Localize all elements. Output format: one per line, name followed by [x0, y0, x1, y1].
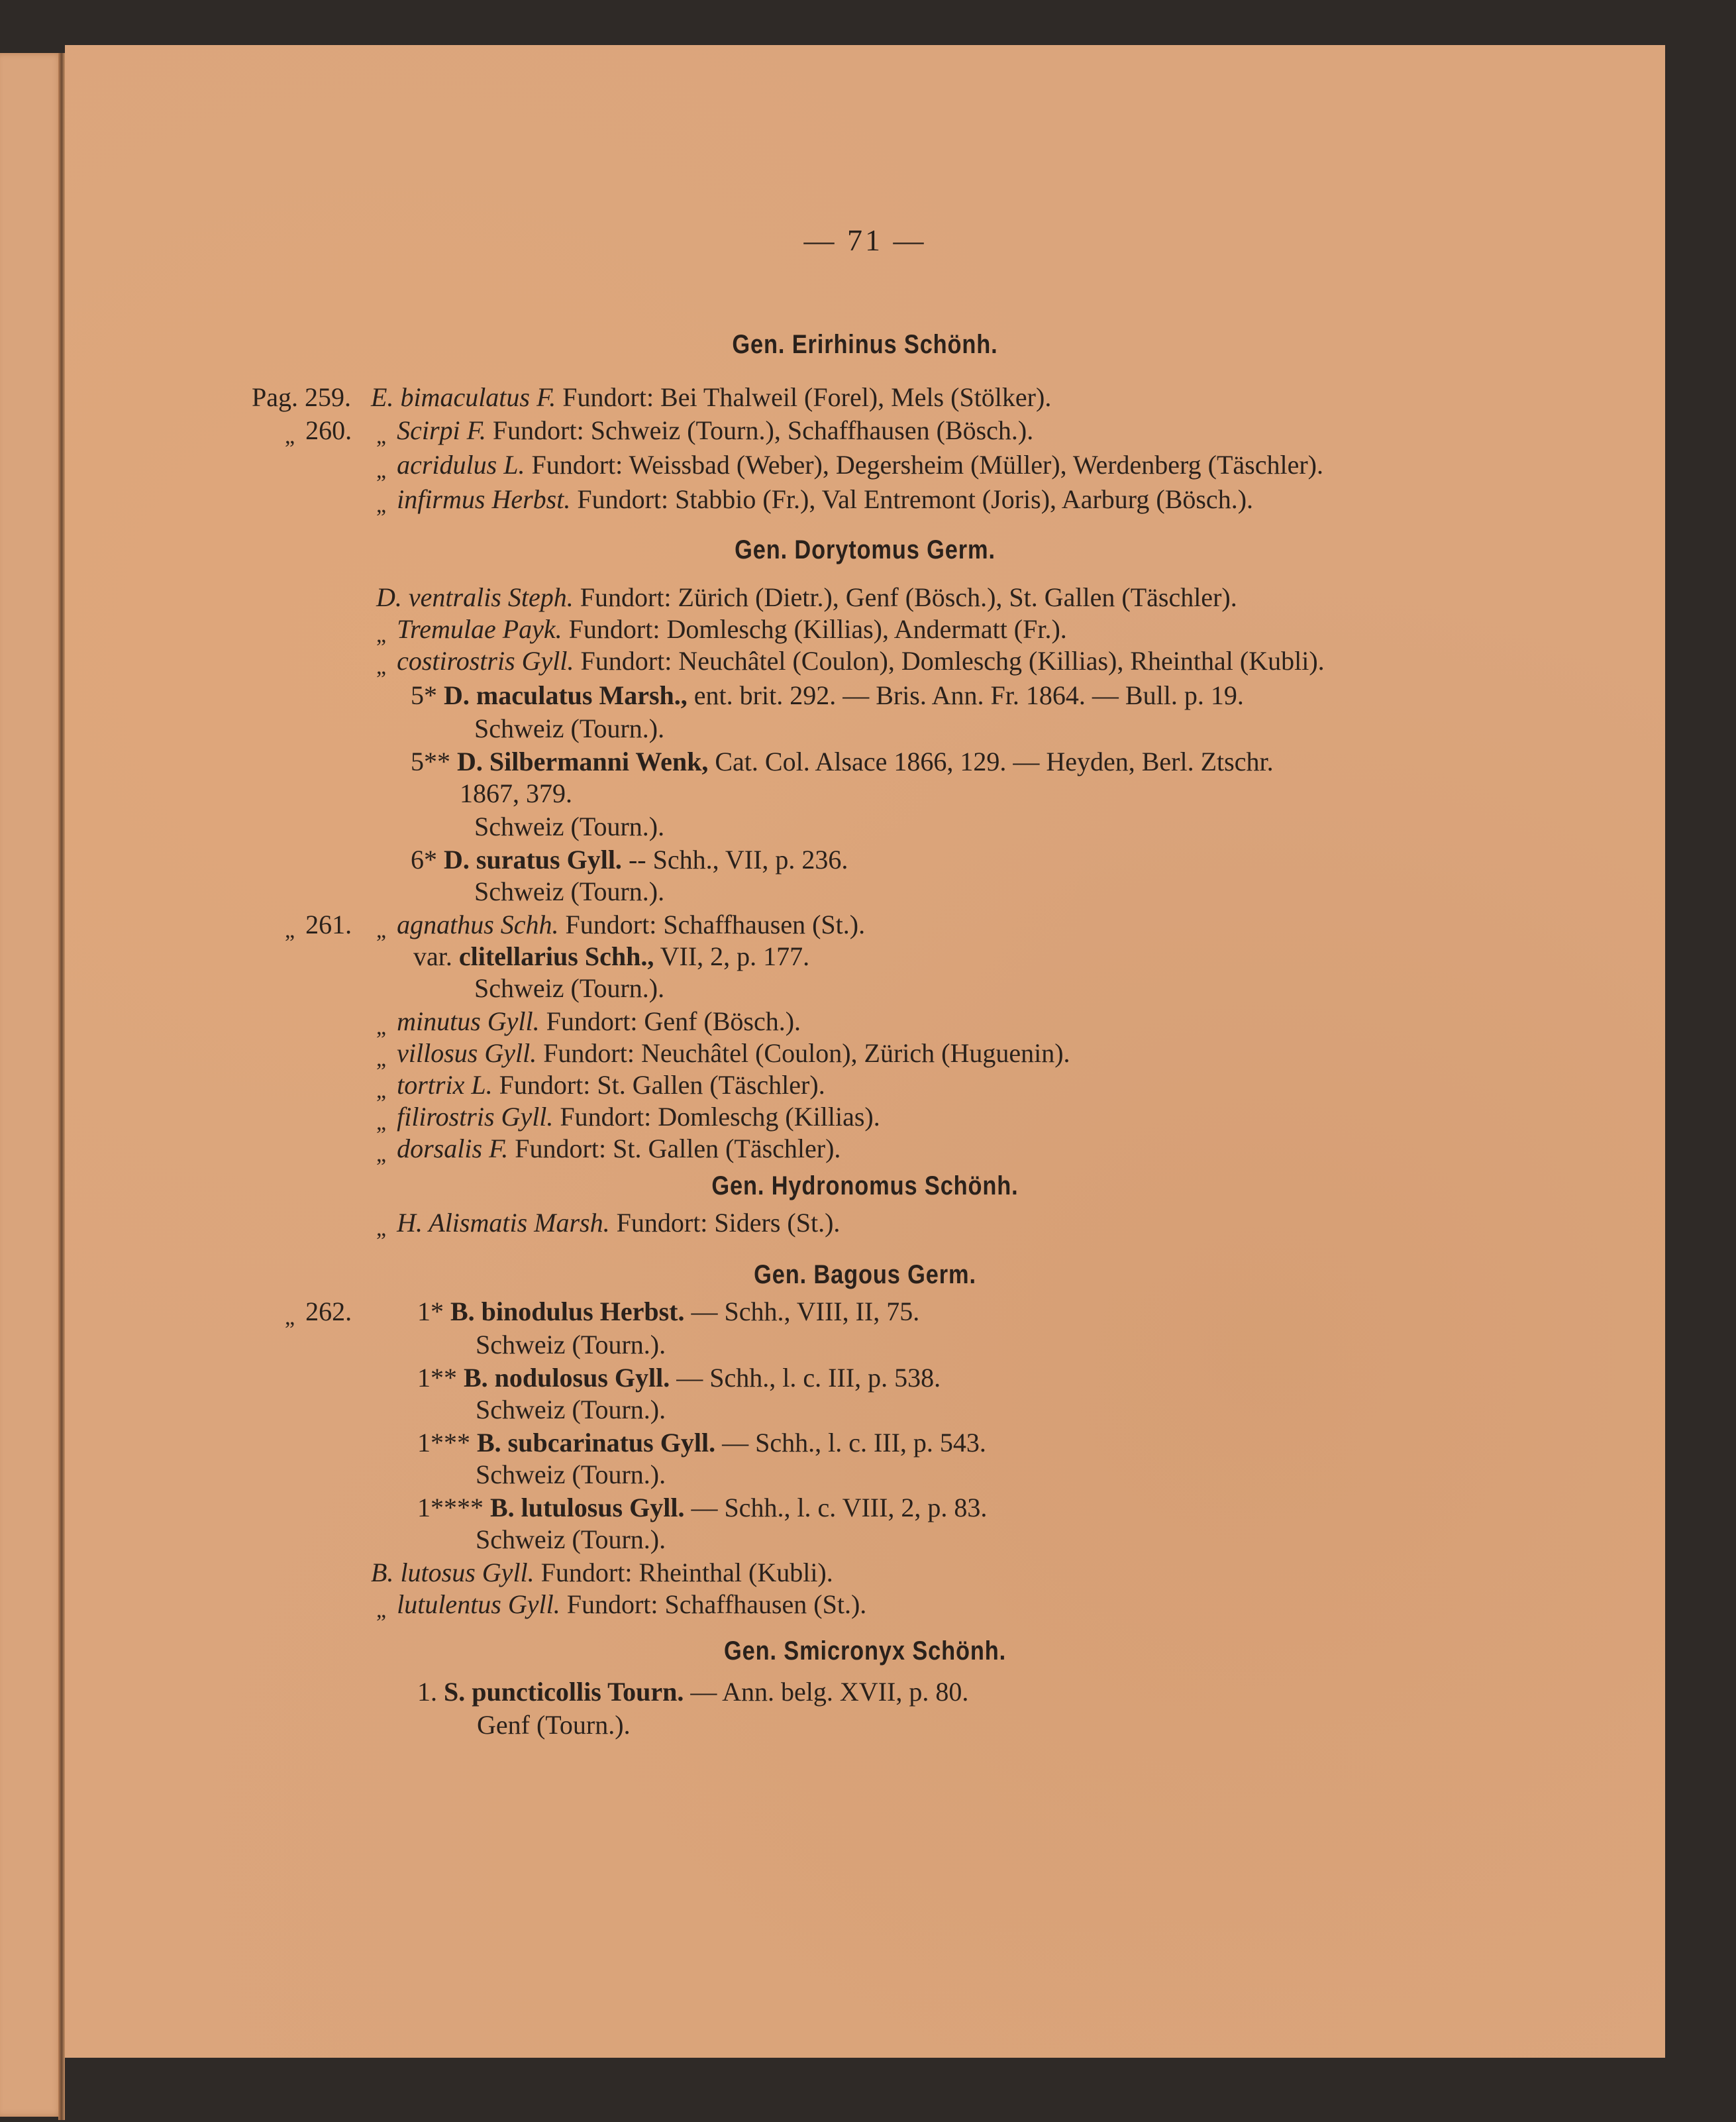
- entry-text: Fundort: Schaffhausen (St.).: [560, 1589, 867, 1619]
- species-name: filirostris Gyll.: [397, 1102, 554, 1132]
- locality-line: Schweiz (Tourn.).: [476, 1330, 666, 1359]
- locality-line: Schweiz (Tourn.).: [476, 1524, 666, 1554]
- genus-heading-hydronomus: Gen. Hydronomus Schönh.: [711, 1171, 1019, 1200]
- species-entry: [411, 844, 848, 876]
- species-name: Tremulae Payk.: [397, 614, 562, 644]
- entry-text: Fundort: Neuchâtel (Coulon), Domleschg (Killias), Rheinthal (Kubli).: [574, 646, 1325, 676]
- species-name: B. lutulosus Gyll.: [490, 1493, 685, 1522]
- entry-mark: 1****: [417, 1493, 484, 1522]
- page-reference: [252, 382, 351, 413]
- species-entry: [411, 746, 1274, 778]
- ditto-mark: „: [376, 1015, 387, 1039]
- locality-line: Schweiz (Tourn.).: [474, 812, 665, 841]
- page-content: [65, 45, 1665, 2058]
- species-entry: [376, 415, 1033, 452]
- entry-text: Fundort: Domleschg (Killias), Andermatt (Fr.).: [562, 614, 1067, 644]
- genus-abbr: E.: [371, 382, 394, 412]
- species-entry: [417, 1362, 941, 1394]
- ref-number: 259.: [305, 382, 351, 412]
- entry-text: Fundort: Domleschg (Killias).: [553, 1102, 880, 1132]
- entry-mark: 5*: [411, 680, 437, 710]
- ref-number: 260.: [305, 415, 352, 445]
- species-name: lutulentus Gyll.: [397, 1589, 560, 1619]
- entry-text: Fundort: Rheinthal (Kubli).: [534, 1558, 833, 1587]
- species-name: H. Alismatis Marsh.: [397, 1208, 610, 1238]
- page-reference: [285, 415, 352, 452]
- variety-label: var.: [413, 941, 452, 971]
- genus-heading-smicronyx: Gen. Smicronyx Schönh.: [723, 1636, 1007, 1666]
- species-name: lutosus Gyll.: [400, 1558, 535, 1587]
- species-entry: [417, 1296, 919, 1328]
- entry-text: Fundort: Genf (Bösch.).: [539, 1006, 801, 1036]
- species-entry: [376, 1589, 866, 1626]
- species-entry: [417, 1676, 968, 1708]
- entry-text: Fundort: St. Gallen (Täschler).: [508, 1134, 841, 1163]
- species-entry: [376, 449, 1323, 487]
- entry-text: — Schh., l. c. VIII, 2, p. 83.: [684, 1493, 988, 1522]
- species-name: S. puncticollis Tourn.: [444, 1677, 684, 1707]
- species-name: minutus Gyll.: [397, 1006, 540, 1036]
- entry-mark: 1*: [417, 1297, 444, 1326]
- species-name: acridulus L.: [397, 450, 525, 480]
- book-gutter: [58, 53, 65, 2120]
- ref-prefix: Pag.: [252, 382, 298, 412]
- ditto-mark: „: [376, 1047, 387, 1071]
- entry-text: VII, 2, p. 177.: [654, 941, 810, 971]
- entry-text: Fundort: Stabbio (Fr.), Val Entremont (Joris), Aarburg (Bösch.).: [570, 484, 1254, 514]
- ditto-mark: „: [376, 458, 387, 483]
- species-name: B. subcarinatus Gyll.: [477, 1428, 716, 1458]
- ref-number: 261.: [305, 910, 352, 939]
- entry-text: ent. brit. 292. — Bris. Ann. Fr. 1864. — Bull. p. 19.: [687, 680, 1244, 710]
- ref-number: 262.: [305, 1297, 352, 1326]
- entry-mark: 6*: [411, 845, 437, 875]
- species-name: tortrix L.: [397, 1070, 493, 1100]
- locality-line: Genf (Tourn.).: [477, 1710, 631, 1740]
- species-name: villosus Gyll.: [397, 1038, 537, 1068]
- species-name: agnathus Schh.: [397, 910, 559, 939]
- ditto-mark: „: [285, 1305, 295, 1330]
- species-entry: [376, 1133, 841, 1171]
- variety-entry: [413, 941, 809, 973]
- entry-text: — Schh., VIII, II, 75.: [684, 1297, 920, 1326]
- entry-text: Cat. Col. Alsace 1866, 129. — Heyden, Berl. Ztschr.: [708, 747, 1274, 776]
- species-entry: [417, 1492, 987, 1524]
- entry-text: Fundort: St. Gallen (Täschler).: [492, 1070, 825, 1100]
- entry-mark: 1.: [417, 1677, 437, 1707]
- page-reference: [285, 1296, 352, 1334]
- continuation-line: 1867, 379.: [460, 778, 572, 808]
- species-name: bimaculatus F.: [400, 382, 556, 412]
- species-name: infirmus Herbst.: [397, 484, 571, 514]
- entry-text: — Schh., l. c. III, p. 538.: [670, 1363, 941, 1393]
- genus-abbr: B.: [371, 1558, 394, 1587]
- species-name: B. binodulus Herbst.: [450, 1297, 685, 1326]
- ditto-mark: „: [285, 424, 295, 449]
- ditto-mark: „: [376, 655, 387, 679]
- species-name: D. Silbermanni Wenk,: [457, 747, 709, 776]
- species-entry: [376, 484, 1253, 521]
- entry-text: Fundort: Siders (St.).: [609, 1208, 841, 1238]
- ditto-mark: „: [376, 1110, 387, 1135]
- ditto-mark: „: [376, 424, 387, 449]
- page-reference: [285, 909, 352, 947]
- species-name: B. nodulosus Gyll.: [464, 1363, 670, 1393]
- species-entry: [376, 1207, 840, 1245]
- locality-line: Schweiz (Tourn.).: [474, 973, 665, 1003]
- genus-heading-erirhinus: Gen. Erirhinus Schönh.: [732, 330, 998, 359]
- variety-name: clitellarius Schh.,: [458, 941, 654, 971]
- ditto-mark: „: [376, 1598, 387, 1622]
- species-entry: [371, 1557, 833, 1589]
- genus-abbr: D.: [376, 582, 402, 612]
- locality-line: Schweiz (Tourn.).: [474, 714, 665, 743]
- entry-text: Fundort: Zürich (Dietr.), Genf (Bösch.), St. Gallen (Täschler).: [573, 582, 1237, 612]
- ditto-mark: „: [376, 1142, 387, 1167]
- species-name: dorsalis F.: [397, 1134, 509, 1163]
- ditto-mark: „: [376, 918, 387, 943]
- entry-text: Fundort: Neuchâtel (Coulon), Zürich (Huguenin).: [536, 1038, 1070, 1068]
- species-name: ventralis Steph.: [408, 582, 574, 612]
- entry-text: — Ann. belg. XVII, p. 80.: [684, 1677, 969, 1707]
- locality-line: Schweiz (Tourn.).: [476, 1395, 666, 1424]
- species-name: D. maculatus Marsh.,: [444, 680, 688, 710]
- entry-text: Fundort: Weissbad (Weber), Degersheim (Müller), Werdenberg (Täschler).: [525, 450, 1323, 480]
- species-name: D. suratus Gyll.: [444, 845, 622, 875]
- species-entry: [376, 645, 1325, 683]
- entry-text: Fundort: Schweiz (Tourn.), Schaffhausen (Bösch.).: [485, 415, 1034, 445]
- ditto-mark: „: [376, 623, 387, 647]
- locality-line: Schweiz (Tourn.).: [476, 1459, 666, 1489]
- entry-text: Fundort: Bei Thalweil (Forel), Mels (Stölker).: [556, 382, 1052, 412]
- entry-text: -- Schh., VII, p. 236.: [621, 845, 848, 875]
- genus-heading-bagous: Gen. Bagous Germ.: [754, 1260, 976, 1289]
- ditto-mark: „: [376, 1216, 387, 1241]
- genus-heading-dorytomus: Gen. Dorytomus Germ.: [735, 535, 996, 564]
- entry-text: — Schh., l. c. III, p. 543.: [715, 1428, 986, 1458]
- entry-mark: 1**: [417, 1363, 457, 1393]
- entry-mark: 5**: [411, 747, 450, 776]
- ditto-mark: „: [376, 493, 387, 517]
- species-entry: [411, 680, 1244, 712]
- locality-line: Schweiz (Tourn.).: [474, 876, 665, 906]
- ditto-mark: „: [376, 1079, 387, 1103]
- species-entry: [371, 382, 1051, 413]
- page-number: — 71 —: [803, 223, 927, 257]
- entry-text: Fundort: Schaffhausen (St.).: [558, 910, 866, 939]
- book-page: [65, 45, 1665, 2058]
- ditto-mark: „: [285, 918, 295, 943]
- species-entry: [417, 1427, 986, 1459]
- species-name: Scirpi F.: [397, 415, 486, 445]
- species-entry: [376, 582, 1237, 613]
- species-name: costirostris Gyll.: [397, 646, 574, 676]
- facing-page-edge: [0, 53, 64, 2117]
- entry-mark: 1***: [417, 1428, 470, 1458]
